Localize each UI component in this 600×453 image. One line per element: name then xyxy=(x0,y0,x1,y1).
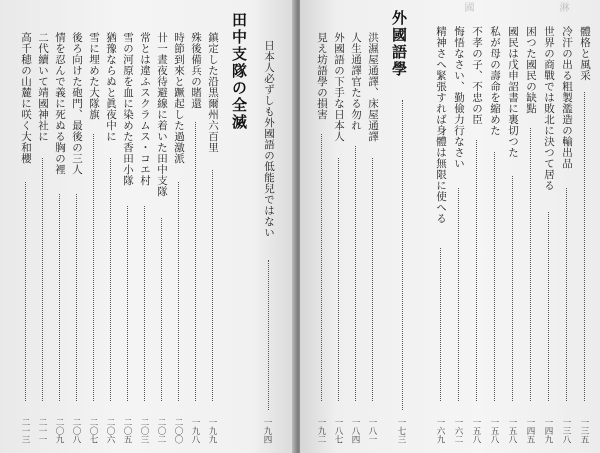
left_page-entry-page-number: 二〇七 xyxy=(88,417,98,443)
left_page-entry-page-number: 二〇三 xyxy=(139,417,149,443)
right-top-entry-page-number: 一五八 xyxy=(471,417,481,443)
right-top-entry-text: 精神さへ緊張すれば身體は無限に使へる xyxy=(435,26,447,224)
right-top-entry-text: 不孝の子、不忠の臣 xyxy=(471,26,483,125)
right_page-entry-leader xyxy=(321,134,323,401)
right_page-entry-leader xyxy=(338,158,340,401)
right-top-entry-text: 國民は戊申詔書に裏切つた xyxy=(507,26,519,158)
left_page-entry-text: 鎮定した沿黒爾州六百里 xyxy=(207,32,219,153)
right_page-entry-leader xyxy=(372,158,374,401)
right-top-entry-text: 世界の商戰では敗北に決つて居る xyxy=(543,26,555,191)
right-top-entry-text: 私が母の壽命を縮めた xyxy=(489,26,501,136)
left_page-entry-text: 雪に埋めた大隊旗 xyxy=(88,32,100,120)
left_page-entry-leader xyxy=(178,182,180,401)
left_page-entry-page-number: 二一一 xyxy=(37,417,47,443)
right_page-entry-text: 外國語の下手な日本人 xyxy=(333,32,345,142)
left_page-entry-leader xyxy=(93,134,95,401)
left_page-entry-text: 常とは違ふスクラムス・コエ村 xyxy=(139,32,151,186)
right-top-entry-leader xyxy=(584,92,586,401)
right-top-entry-leader xyxy=(530,128,532,401)
right-top-entry-text: 體格と風采 xyxy=(579,26,591,81)
right_page-entry-page-number: 一九二 xyxy=(316,417,326,443)
right_page-entry-page-number: 一八四 xyxy=(350,417,360,443)
left_page-entry-leader xyxy=(144,206,146,401)
right-top-entry-leader xyxy=(548,212,550,401)
right-top-entry-text: 冷汗の出る粗製濫造の輸出品 xyxy=(561,26,573,169)
left-page xyxy=(0,0,296,453)
left_page-entry-text: 二代續いて靖國神社に xyxy=(37,32,49,142)
left_page-entry-text: 時節到來と蹶起した過激派 xyxy=(173,32,185,164)
right_page-entry-text: 人生通譯官たる勿れ xyxy=(350,32,362,131)
left_page-entry-leader xyxy=(59,194,61,401)
leader-chapter xyxy=(402,100,404,410)
left_page-entry-leader xyxy=(25,182,27,401)
left_page-entry-leader xyxy=(127,206,129,401)
right-top-entry-page-number: 一五八 xyxy=(507,417,517,443)
left_page-entry-text: 雪の河原を血に染めた香田小隊 xyxy=(122,32,134,186)
left_page-entry-page-number: 二〇〇 xyxy=(173,417,183,443)
chapter-title-left: 田中支隊の全滅 xyxy=(230,12,248,131)
intro-line: 日本人必ずしも外國語の低能兒ではない xyxy=(263,40,275,238)
left_page-entry-page-number: 二〇五 xyxy=(122,417,132,443)
left_page-entry-leader xyxy=(110,158,112,401)
left_page-entry-text: 後ろ向けた砲門、最後の三人 xyxy=(71,32,83,175)
chapter-title-right: 外國語學 xyxy=(390,10,408,78)
left_page-entry-text: 殊後備兵の賭還 xyxy=(190,32,202,109)
chapter-page-number: 一七三 xyxy=(396,417,406,443)
right_page-entry-page-number: 一八七 xyxy=(333,417,343,443)
left_page-entry-page-number: 二〇六 xyxy=(105,417,115,443)
left_page-entry-leader xyxy=(212,170,214,401)
right-top-entry-text: 悔悟なさい、勤儉力行なさい xyxy=(453,26,465,169)
right-top-entry-page-number: 一五八 xyxy=(489,417,499,443)
leader-intro xyxy=(268,260,270,410)
left_page-entry-page-number: 二一三 xyxy=(20,417,30,443)
left_page-entry-leader xyxy=(42,158,44,401)
right_page-entry-text: 洪濕屋通譯、床屋通譯 xyxy=(367,32,379,142)
left_page-entry-text: 情を忍んで義に死ぬる胸の裡 xyxy=(54,32,66,175)
left_page-entry-page-number: 二〇九 xyxy=(54,417,64,443)
right-top-entry-leader xyxy=(494,152,496,401)
right-top-entry-leader xyxy=(512,176,514,401)
right-page xyxy=(300,0,600,453)
right_page-entry-text: 見え坊語學の損害 xyxy=(316,32,328,120)
left_page-entry-text: 卄一晝夜待避線に着いた田中支隊 xyxy=(156,32,168,197)
left_page-entry-page-number: 二〇二 xyxy=(156,417,166,443)
right-top-entry-leader xyxy=(476,140,478,401)
left_page-entry-text: 猶豫ならぬと眞夜中に xyxy=(105,32,117,142)
right_page-entry-page-number: 一八一 xyxy=(367,417,377,443)
left_page-entry-leader xyxy=(76,194,78,401)
left_page-entry-text: 高千穂の山麓に咲く大和櫻 xyxy=(20,32,32,164)
ghost-mark-2: 國 xyxy=(462,2,473,14)
left_page-entry-page-number: 一九八 xyxy=(190,417,200,443)
left_page-entry-page-number: 二〇八 xyxy=(71,417,81,443)
right-top-entry-leader xyxy=(566,188,568,401)
right-top-entry-leader xyxy=(440,248,442,401)
right-top-entry-page-number: 一四九 xyxy=(543,417,553,443)
right-top-entry-text: 困つた國民の缺點 xyxy=(525,26,537,114)
right-top-entry-page-number: 一三五 xyxy=(579,417,589,443)
right-top-entry-page-number: 一六二 xyxy=(453,417,463,443)
intro-page-number: 一九四 xyxy=(262,417,272,443)
left_page-entry-page-number: 一九九 xyxy=(207,417,217,443)
left_page-entry-leader xyxy=(195,122,197,401)
right-top-entry-page-number: 一三八 xyxy=(561,417,571,443)
right-top-entry-page-number: 一四五 xyxy=(525,417,535,443)
right-top-entry-page-number: 一六九 xyxy=(435,417,445,443)
right-top-entry-leader xyxy=(458,188,460,401)
right_page-entry-leader xyxy=(355,146,357,401)
ghost-mark-1: 淋 xyxy=(557,2,568,14)
left_page-entry-leader xyxy=(161,218,163,401)
